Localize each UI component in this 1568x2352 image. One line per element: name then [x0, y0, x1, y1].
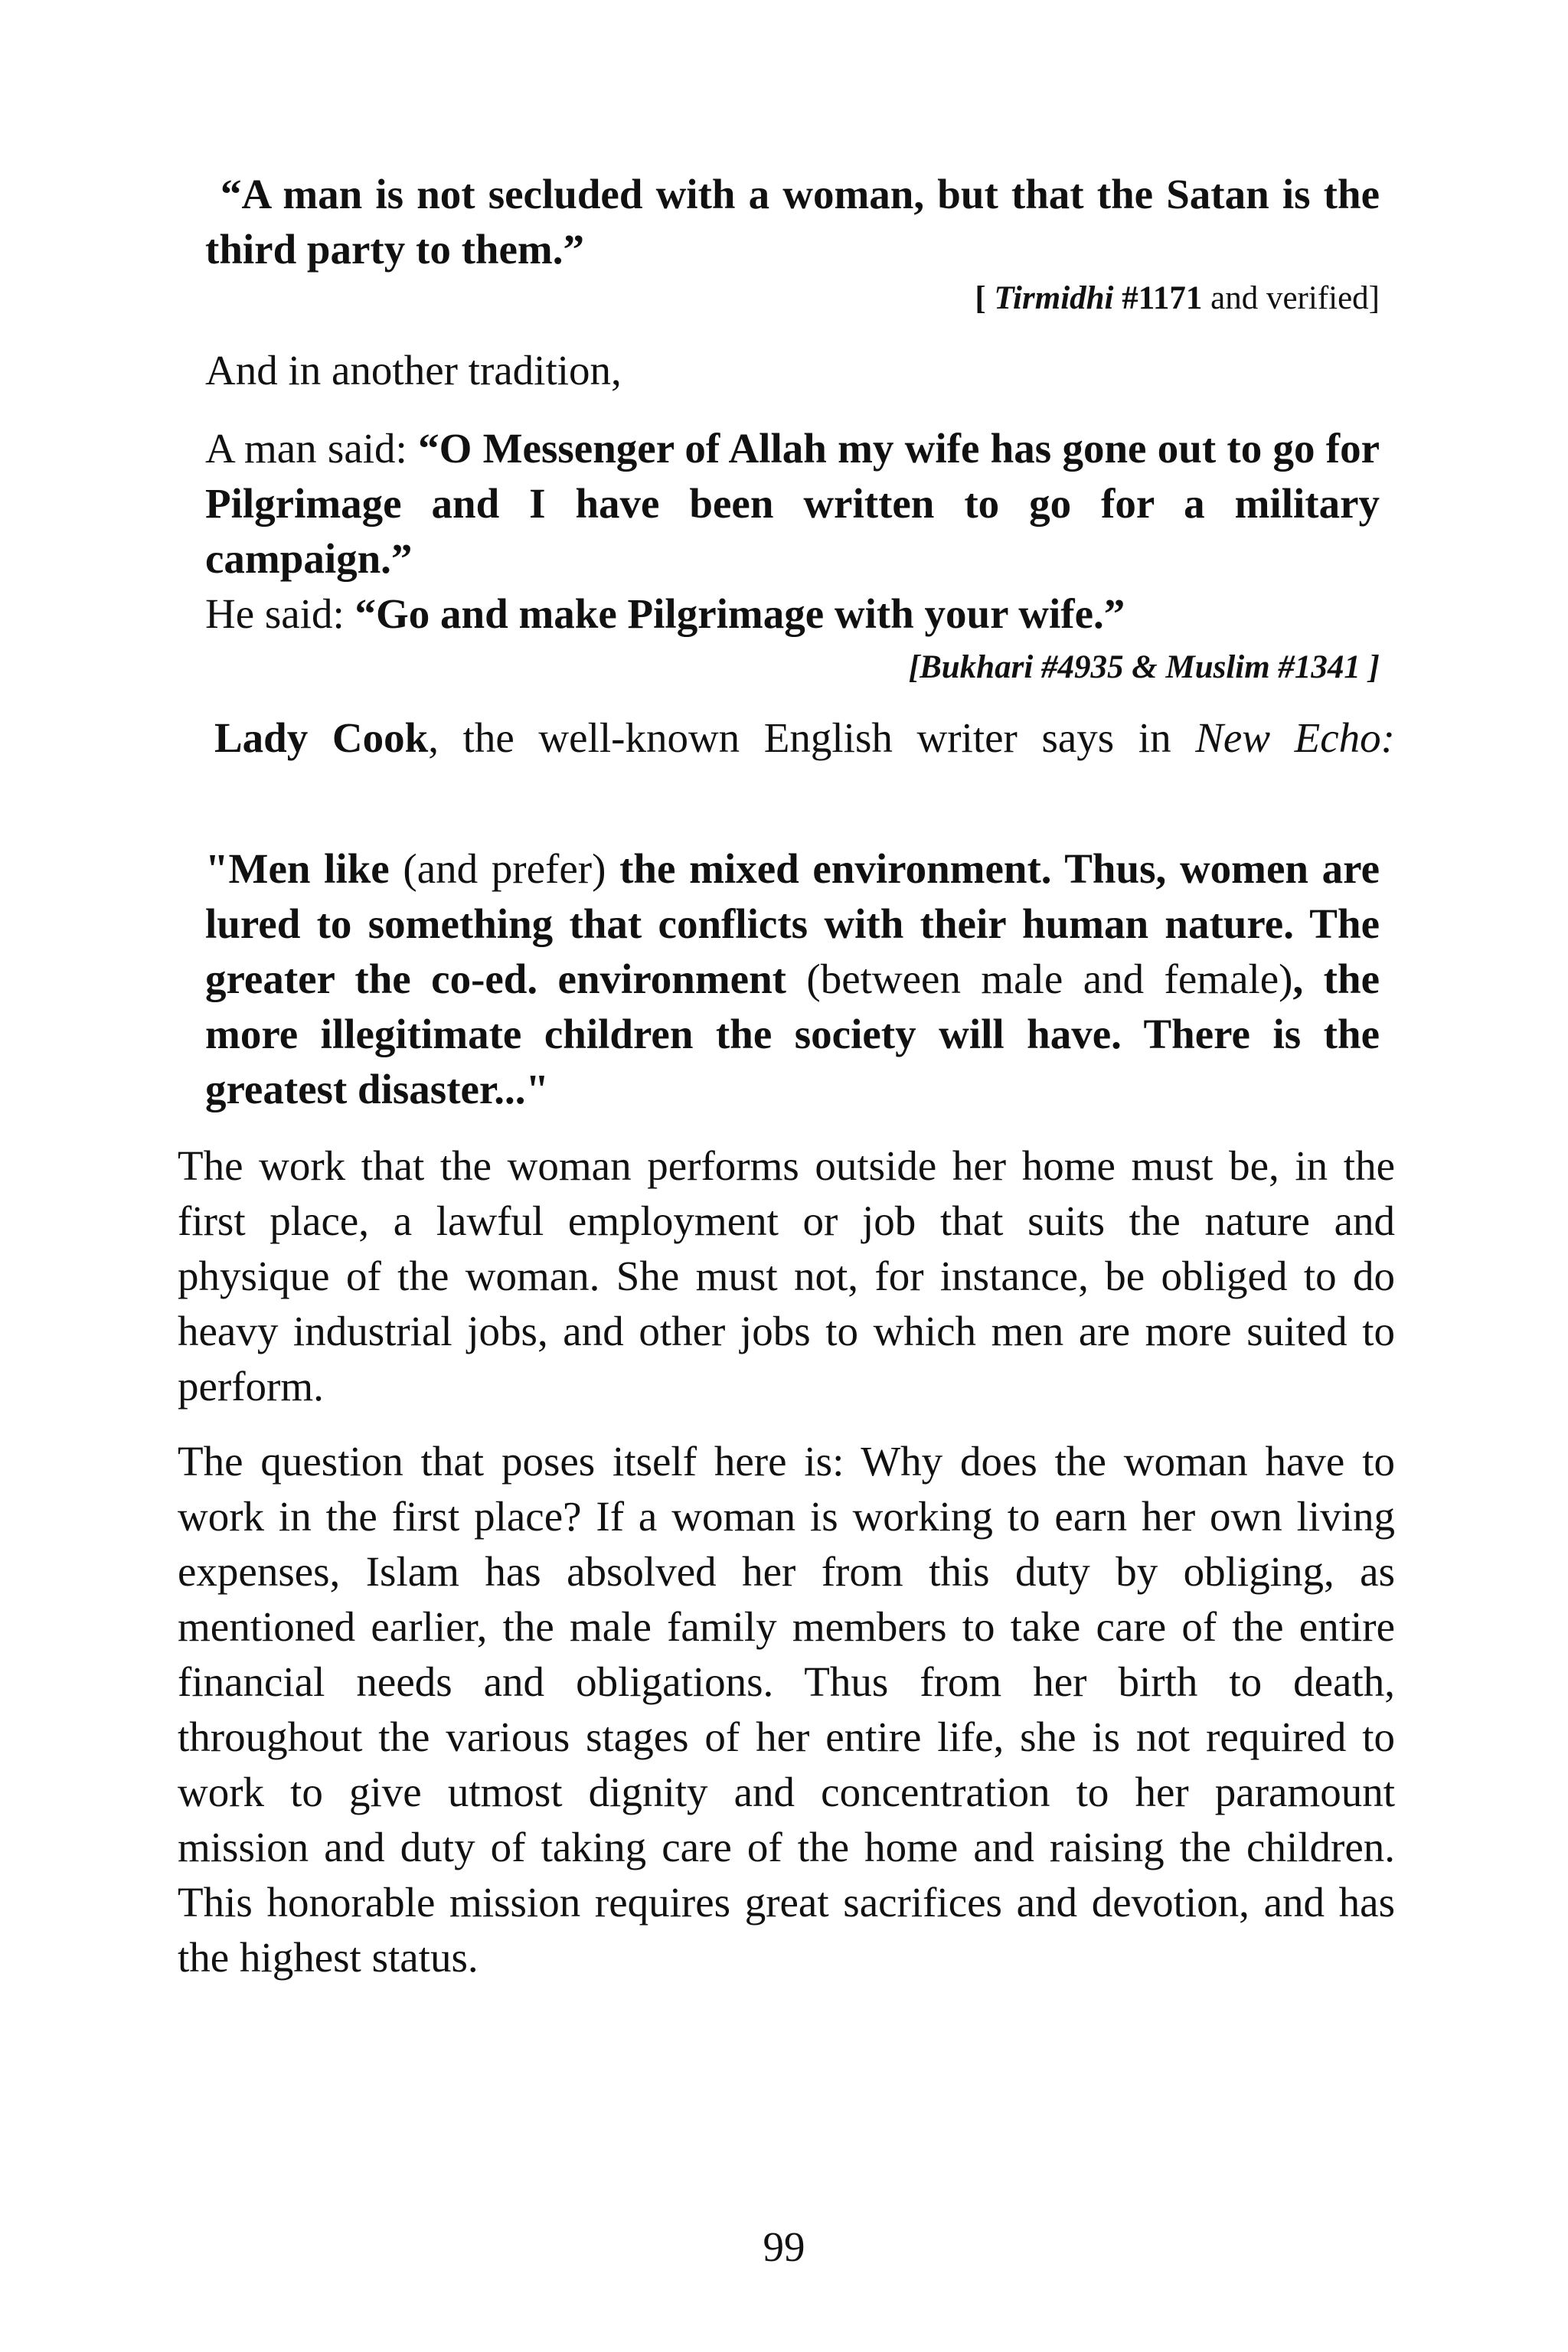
cook-quote-part4: (between male and female) [786, 956, 1293, 1002]
paragraph-lawful-work [178, 1138, 1395, 1414]
hadith-reference-bukhari-muslim [909, 646, 1380, 689]
lady-cook-intro [178, 710, 1395, 766]
cook-quote-part2: (and prefer) [389, 845, 620, 892]
quote2-man-quote: “O Messenger of Allah my wife has gone out to go for Pilgrimage and I have been written to go for a military campaign.” [205, 425, 1380, 582]
cook-quote-part3: the mixed environment. Thus, women are lured to something that conflicts with their human nature. The greater the co-ed. environment [205, 845, 1380, 1002]
paragraph-why-work-text: The question that poses itself here is: Why does the woman have to work in the first place? If a woman is working to earn her own living expenses, Islam has absolved her from this duty by obliging, as mentioned earlier, the male family members to take care of the entire financial needs and obligations. Thus from her birth to death, throughout the various stages of her entire life, she is not required to work to give utmost dignity and concentration to her paramount mission and duty of taking care of the home and raising the children. This honorable mission requires great sacrifices and devotion, and has the highest status. [178, 1438, 1395, 1981]
quote2-he-said: He said: [205, 590, 355, 637]
page-number: 99 [763, 2223, 805, 2270]
paragraph-why-work [178, 1434, 1395, 1985]
paragraph-lawful-work-text: The work that the woman performs outside her home must be, in the first place, a lawful employment or job that suits the nature and physique of the woman. She must not, for instance, be obliged to do heavy industrial jobs, and other jobs to which men are more suited to perform. [178, 1142, 1395, 1410]
ref-note-verified: and verified] [1202, 280, 1380, 316]
hadith-reference-tirmidhi [975, 277, 1380, 320]
cook-quote-part5: , the more illegitimate children the society will have. There is the greatest disaster..." [205, 956, 1380, 1112]
hadith-reply [205, 586, 1380, 642]
lady-cook-middle: , the well-known English writer says in [428, 714, 1196, 761]
hadith-quote-pilgrimage [205, 421, 1380, 586]
hadith-quote-seclusion [205, 167, 1380, 277]
cook-quote-part1: "Men like [205, 845, 390, 892]
intro-another-tradition-text: And in another tradition, [205, 347, 622, 394]
ref-bukhari-muslim-text: [Bukhari #4935 & Muslim #1341 ] [908, 649, 1380, 685]
ref-bracket-open: [ [975, 280, 995, 316]
hadith-quote-seclusion-text: “A man is not secluded with a woman, but that the Satan is the third party to them.” [205, 171, 1380, 273]
ref-source-tirmidhi: Tirmidhi [994, 280, 1114, 316]
author-name: Lady Cook [214, 714, 429, 761]
quote2-reply: “Go and make Pilgrimage with your wife.” [354, 590, 1125, 637]
quote2-intro: A man said: [205, 425, 419, 472]
source-title: New Echo: [1195, 714, 1395, 761]
ref-number-tirmidhi: #1171 [1113, 280, 1203, 316]
lady-cook-quote [205, 841, 1380, 1117]
intro-another-tradition [205, 343, 1380, 398]
